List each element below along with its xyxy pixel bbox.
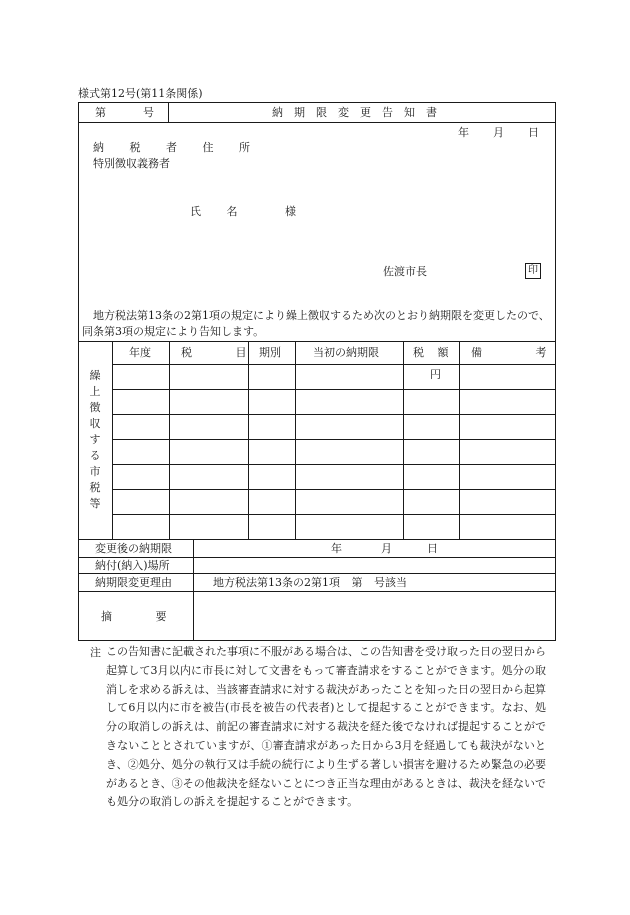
new-deadline-month: 月 bbox=[381, 542, 392, 555]
document-title: 納期限変更告知書 bbox=[272, 106, 448, 119]
col-amount-divider bbox=[459, 341, 460, 540]
date-day: 日 bbox=[528, 126, 539, 139]
lower-row-line-3 bbox=[78, 591, 556, 592]
frame-left bbox=[78, 102, 79, 640]
special-collector-label: 特別徴収義務者 bbox=[93, 157, 170, 170]
change-reason-label: 納期限変更理由 bbox=[95, 576, 172, 589]
new-deadline-year: 年 bbox=[331, 542, 342, 555]
taxpayer-address-label: 納 税 者 住 所 bbox=[93, 141, 261, 154]
table-row-line-5 bbox=[112, 489, 556, 490]
header-remarks: 備 考 bbox=[471, 346, 547, 359]
col-tax-divider bbox=[248, 341, 249, 540]
frame-bottom bbox=[78, 640, 556, 641]
name-label: 氏 名 bbox=[190, 205, 249, 218]
note-marker: 注 bbox=[90, 646, 101, 659]
date-month: 月 bbox=[493, 126, 504, 139]
number-left: 第 bbox=[95, 106, 106, 119]
header-period: 期別 bbox=[259, 346, 281, 359]
frame-top bbox=[78, 102, 556, 103]
header-tax-amount: 税 額 bbox=[413, 346, 449, 359]
col-year-divider bbox=[169, 341, 170, 540]
honorific: 様 bbox=[285, 205, 296, 218]
new-deadline-day: 日 bbox=[427, 542, 438, 555]
table-row-line-6 bbox=[112, 514, 556, 515]
table-top bbox=[78, 341, 556, 342]
table-row-line-4 bbox=[112, 464, 556, 465]
number-right: 号 bbox=[143, 106, 154, 119]
side-label: 繰上徴収する市税等 bbox=[89, 369, 101, 510]
issuer-name: 佐渡市長 bbox=[383, 265, 427, 278]
yen-unit: 円 bbox=[430, 368, 441, 381]
note-text: この告知書に記載された事項に不服がある場合は、この告知書を受け取った日の翌日から起算して3月以内に市長に対して文書をもって審査請求をすることができます。処分の取消しを求める訴えは、当該審査請求に対する裁決があったことを知った日の翌日から起算して6月以内に市を被告(市長を被告の代表者)として提起することができます。なお、処分の取消しの訴えは、前記の審査請求に対する裁決を経た後でなければ提起することができないこととされていますが、①審査請求があった日から3月を経過しても裁決がないとき、②処分、処分の執行又は手続の続行により生ずる著しい損害を避けるため緊急の必要があるとき、③その他裁決を経ないことにつき正当な理由があるときは、裁決を経ないでも処分の取消しの訴えを提起することができます。 bbox=[106, 645, 546, 809]
table-row-line-2 bbox=[112, 414, 556, 415]
payment-place-label: 納付(納入)場所 bbox=[95, 559, 170, 572]
side-col-divider bbox=[112, 341, 113, 540]
table-row-line-1 bbox=[112, 389, 556, 390]
date-year: 年 bbox=[458, 126, 469, 139]
header-col-divider bbox=[168, 102, 169, 122]
lower-row-line-1 bbox=[78, 557, 556, 558]
intro-text: 地方税法第13条の2第1項の規定により繰上徴収するため次のとおり納期限を変更したので、同条第3項の規定により告知します。 bbox=[82, 309, 550, 338]
lower-label-divider bbox=[193, 539, 194, 640]
header-divider bbox=[78, 122, 556, 123]
remarks-label: 摘 要 bbox=[101, 610, 167, 623]
frame-right bbox=[555, 102, 556, 640]
col-original-divider bbox=[403, 341, 404, 540]
table-row-line-3 bbox=[112, 439, 556, 440]
table-bottom bbox=[78, 539, 556, 540]
header-original-deadline: 当初の納期限 bbox=[313, 346, 379, 359]
col-period-divider bbox=[295, 341, 296, 540]
form-label: 様式第12号(第11条関係) bbox=[78, 87, 203, 100]
seal-mark: 印 bbox=[525, 263, 541, 279]
header-year: 年度 bbox=[129, 346, 151, 359]
change-reason-value: 地方税法第13条の2第1項 第 号該当 bbox=[213, 576, 407, 589]
header-tax-item: 税 目 bbox=[181, 346, 247, 359]
lower-row-line-2 bbox=[78, 573, 556, 574]
new-deadline-label: 変更後の納期限 bbox=[95, 542, 172, 555]
table-header-line bbox=[112, 364, 556, 365]
